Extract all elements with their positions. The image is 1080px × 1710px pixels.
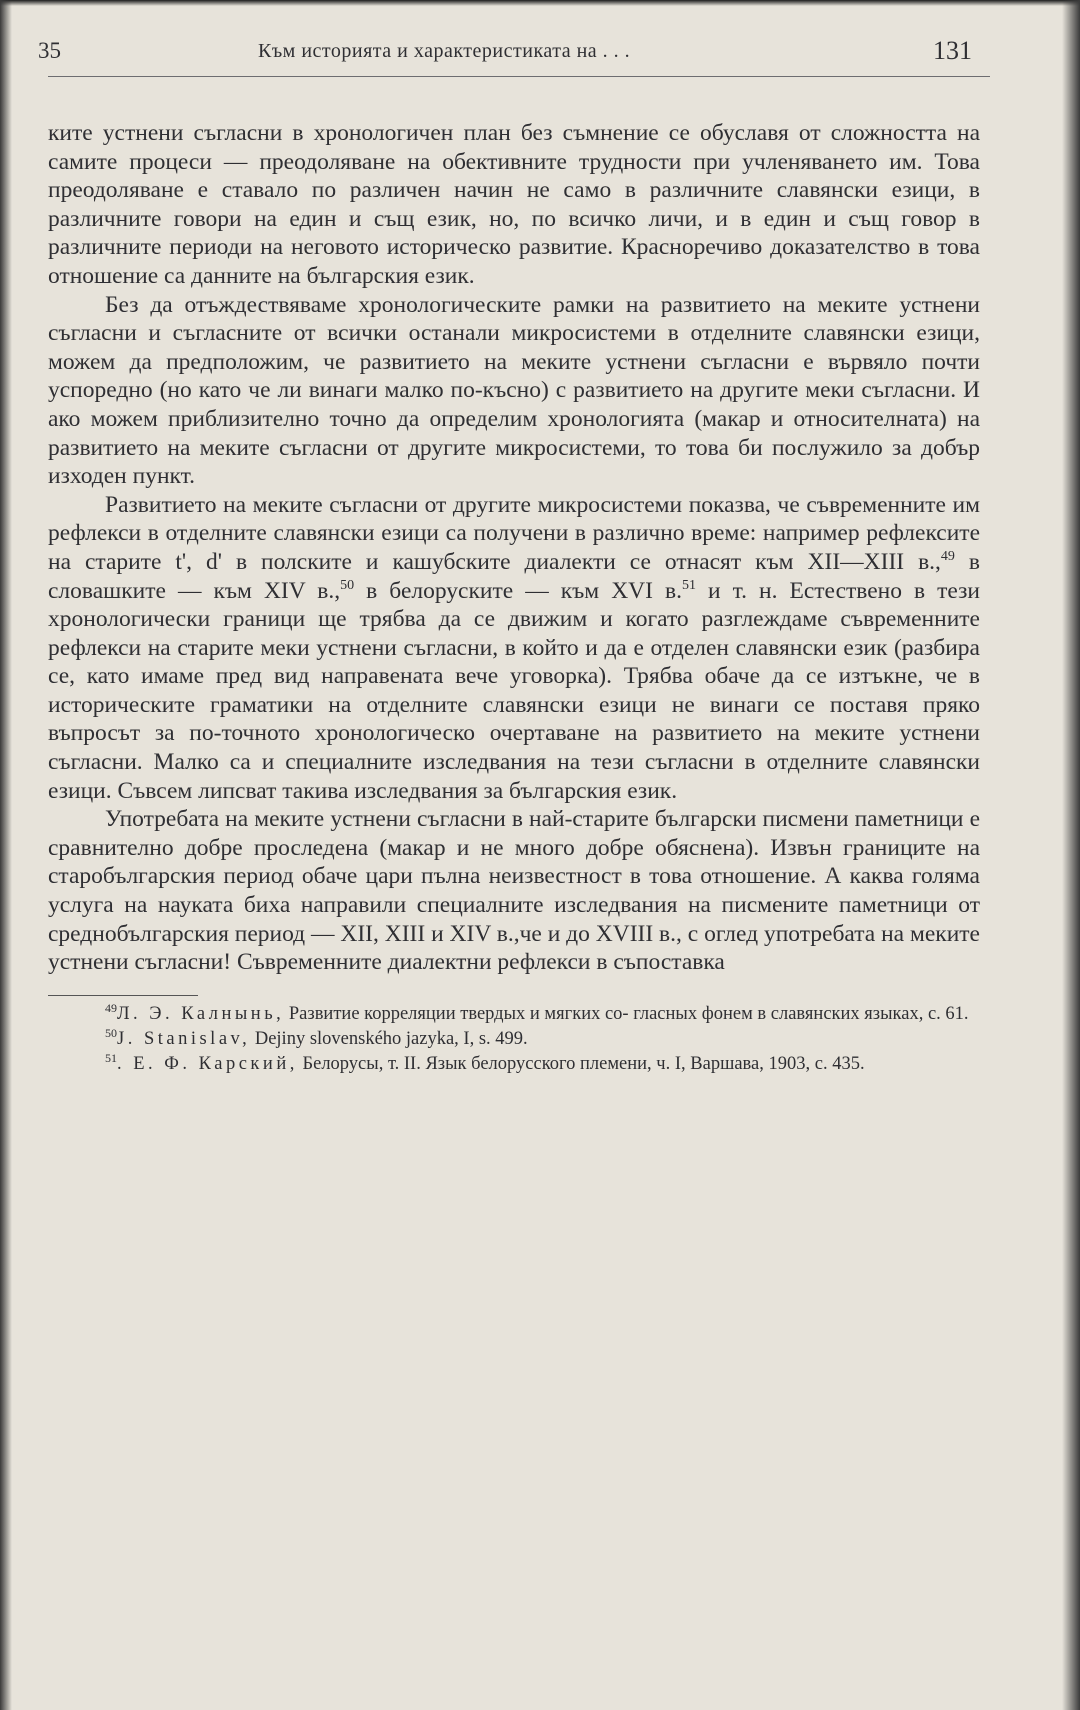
paragraph: Без да отъждествяваме хронологическите рамки на развитието на меките устнени съгласни и съгласните от всички останали микросистеми в отделните славянски езици, можем да предположим, че развитието на меките устнени съгласни е вървяло почти успоредно (но като че ли винаги малко по-късно) с развитието на другите меки съгласни. И ако можем приблизително точно да определим хронологията (макар и относителната) на развитието на меките съгласни от другите микросистеми, то това би послужило за добър изходен пункт. — [48, 291, 980, 490]
book-page — [38, 30, 990, 1077]
footnote-reference: 49 — [940, 548, 955, 564]
footnote-rule — [48, 995, 198, 996]
footnote-number: 50 — [105, 1025, 117, 1040]
paragraph: Развитието на меките съгласни от другите микросистеми показва, че съвременните им рефлекси в отделните славянски езици са получени в различно време: например рефлексите на старите t', d' в полските и кашубските диалекти се отнасят към XII—XIII в.,$^{49}$ в словашките — към XIV в.,$^{50}$ в белоруските — към XVI в.$^{51}$ и т. н. Естествено в тези хронологически граници ще трябва да се движим и когато разглеждаме съвременните рефлекси на старите меки устнени съгласни, в който и да е отделен славянски език (разбира се, като имаме пред вид направената вече уговорка). Трябва обаче да се изтъкне, че в историческите граматики на отделните славянски езици не винаги се поставя пряко въпросът за по-точното хронологическо очертаване на развитието на меките устнени съгласни. Малко са и специалните изследвания на тези съгласни в отделните славянски езици. Съвсем липсват такива изследвания за българския език. — [48, 491, 980, 804]
footnote-text: Dejiny slovenského jazyka, I, s. 499. — [250, 1028, 528, 1049]
footnote-text: Белорусы, т. II. Язык белорусского племени, ч. I, Варшава, 1903, с. 435. — [297, 1053, 865, 1074]
footnote-reference: 50 — [340, 577, 355, 593]
scan-edge-right — [1062, 0, 1080, 1710]
scan-edge-left — [0, 0, 12, 1710]
footnote-text: Развитие корреляции твердых и мягких со- гласных фонем в славянских языках, с. 61. — [284, 1003, 969, 1024]
footnote-author: . Е. Ф. Карский, — [117, 1053, 298, 1074]
footnote-number: 51 — [105, 1050, 117, 1065]
footnote-number: 49 — [105, 1000, 117, 1015]
page-number: 131 — [933, 36, 972, 65]
paragraph: ките устнени съгласни в хронологичен план без съмнение се обуславя от сложността на самите процеси — преодоляване на обективните трудности при учленяването им. Това преодоляване е ставало по различен начин не само в различните славянски езици, в различните говори на един и същ език, но, по всичко личи, и в един и същ говор в различните периоди на неговото историческо развитие. Красноречиво доказателство в това отношение са данните на българския език. — [48, 120, 980, 289]
scan-edge-top — [0, 0, 1080, 6]
body-text — [48, 119, 990, 977]
footnotes — [48, 1002, 990, 1077]
footnote-49 — [48, 1002, 980, 1027]
footnote-51 — [48, 1052, 980, 1077]
footnote-author: Л. Э. Калнынь, — [117, 1003, 285, 1024]
footnote-author: J. Stanislav, — [117, 1028, 251, 1049]
running-title: Към историята и характеристиката на . . . — [258, 40, 631, 62]
footnote-50 — [48, 1027, 980, 1052]
paragraph: Употребата на меките устнени съгласни в най-старите български писмени паметници е сравнително добре проследена (макар и не много добре обяснена). Извън границите на старобългарския период обаче цари пълна неизвестност в това отношение. А каква голяма услуга на науката биха направили специалните изследвания на писмените паметници от среднобългарския период — XII, XIII и XIV в.,че и до XVIII в., с оглед употребата на меките устнени съгласни! Съвременните диалектни рефлекси в съпоставка — [48, 806, 980, 976]
page-header — [38, 30, 990, 77]
page-label: 35 — [38, 38, 61, 63]
footnote-reference: 51 — [681, 577, 696, 593]
